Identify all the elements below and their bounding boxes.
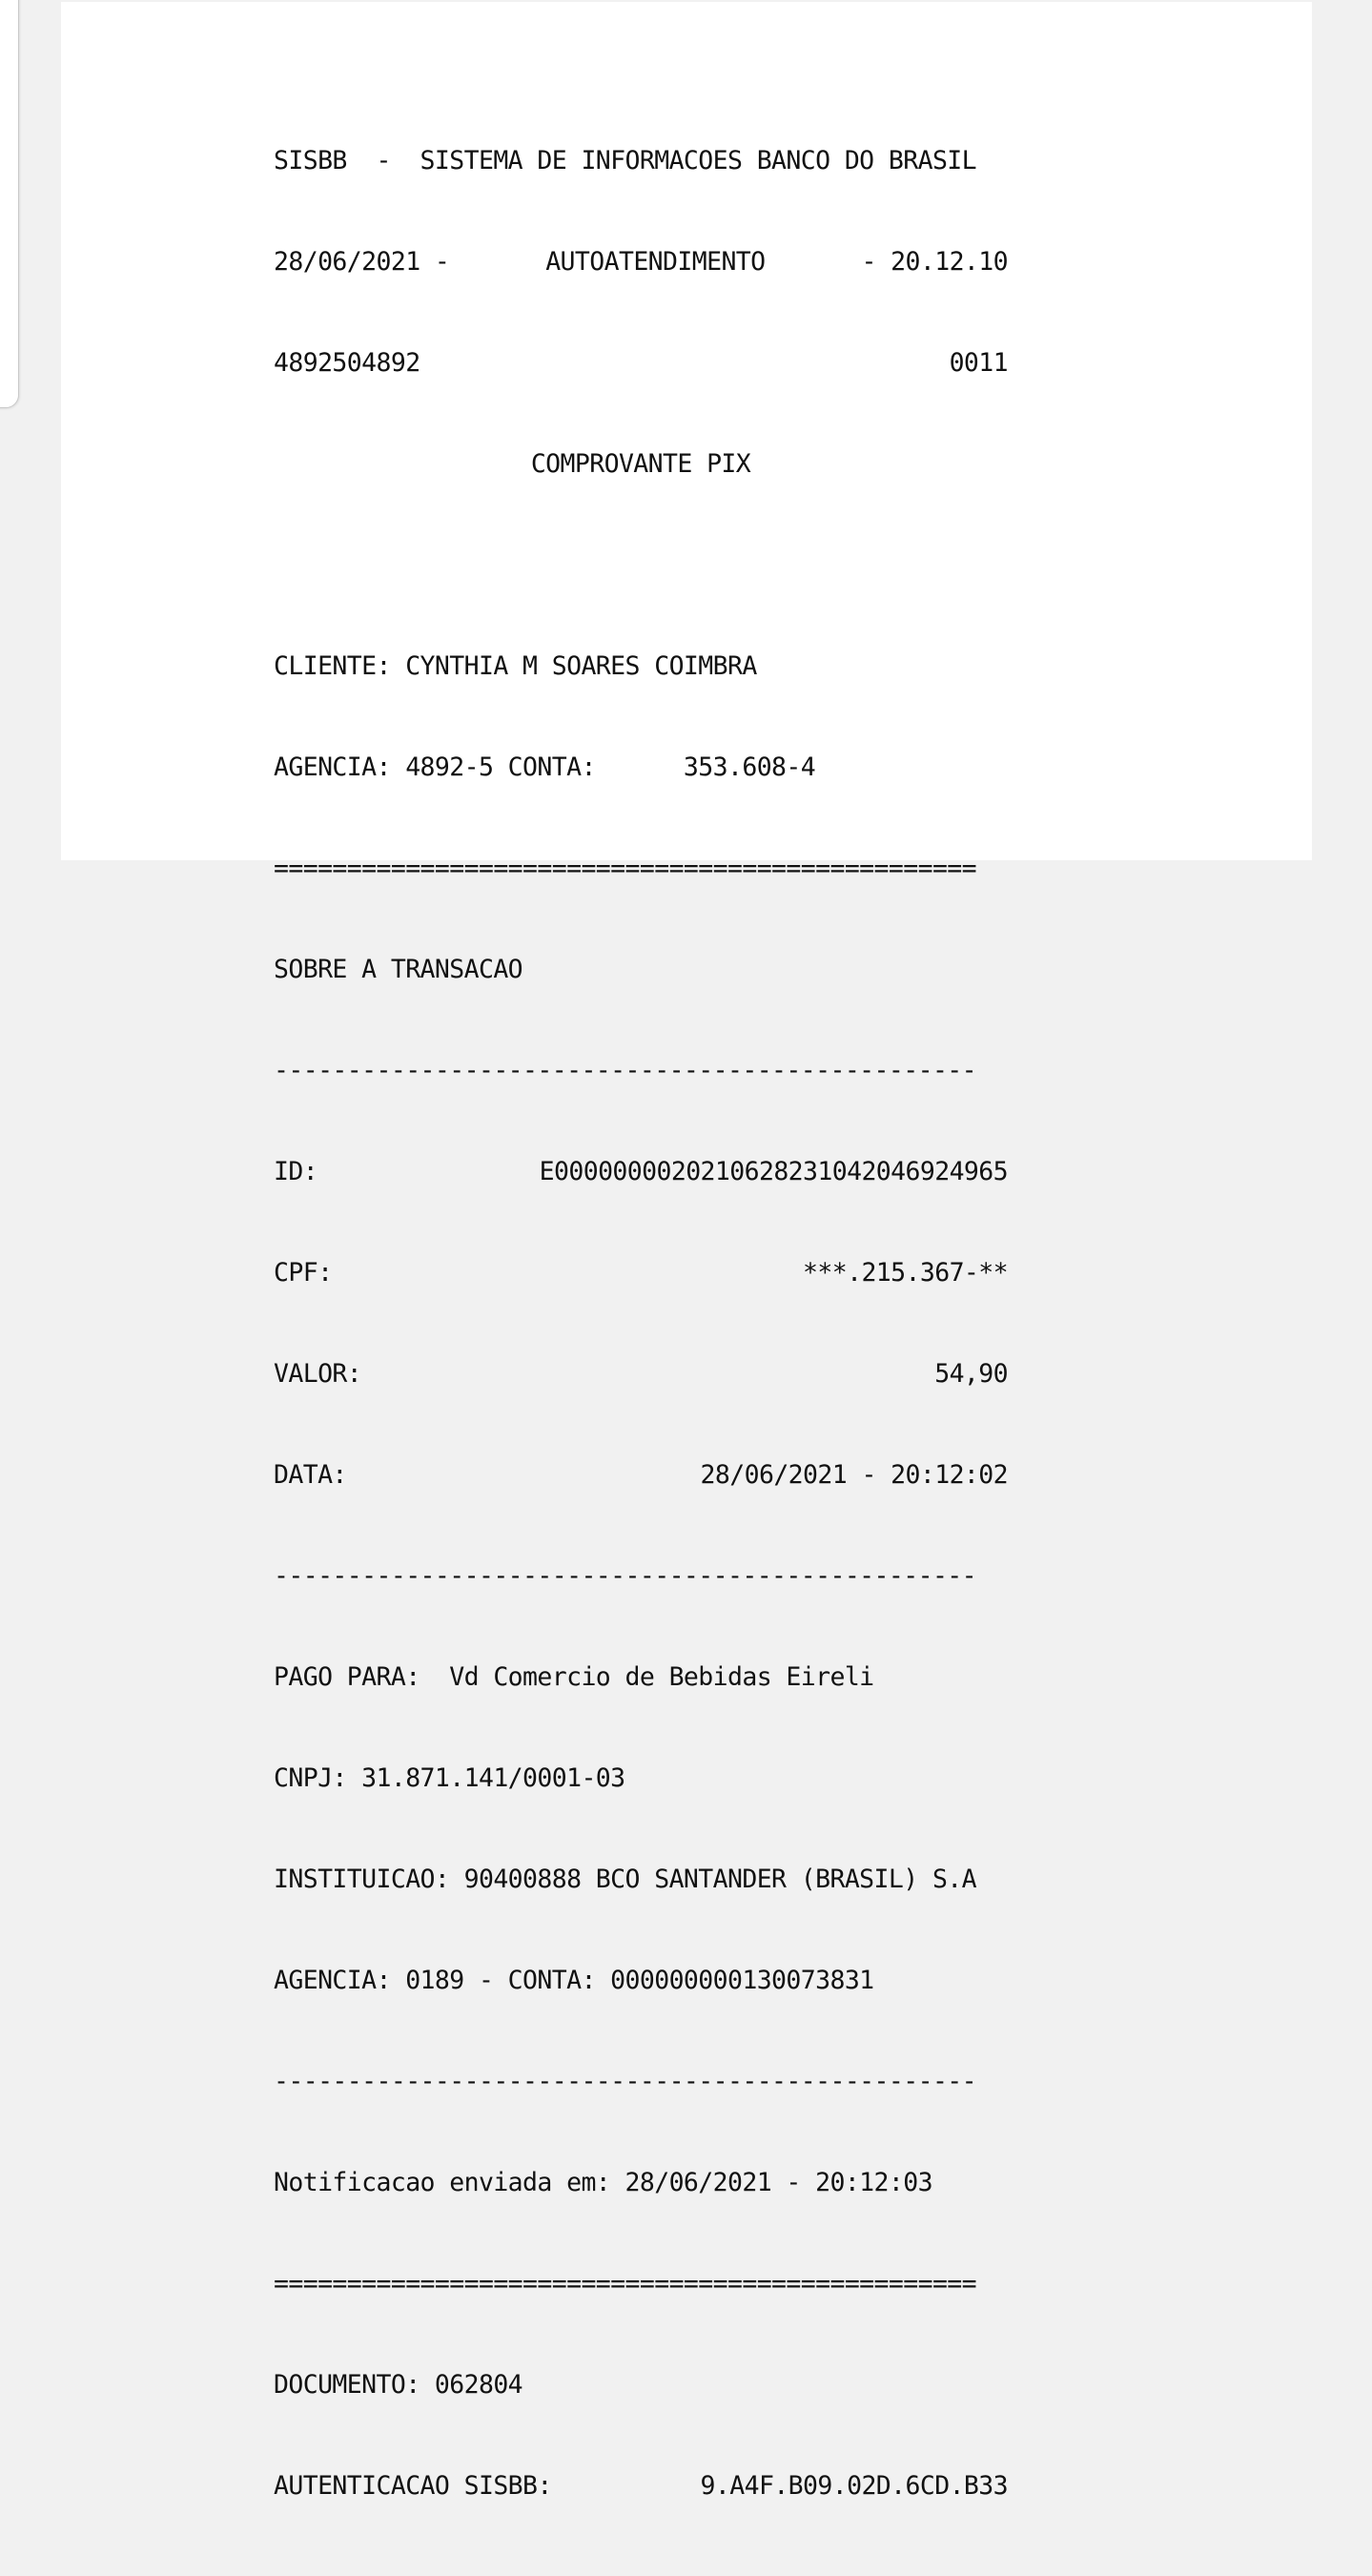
- single-rule: ------------------------------------------------: [274, 2066, 977, 2096]
- double-rule: ================================================: [274, 2268, 977, 2298]
- notification-text: Notificacao enviada em: 28/06/2021 - 20:12:03: [274, 2167, 932, 2197]
- header-channel: AUTOATENDIMENTO: [545, 246, 766, 277]
- system-header: [274, 145, 1008, 175]
- sequence-number: 0011: [949, 347, 1008, 378]
- data-label: DATA:: [274, 1459, 347, 1490]
- section-title-line: [274, 954, 1008, 984]
- payee-account-row: [274, 1965, 1008, 1995]
- notification-row: [274, 2167, 1008, 2197]
- pix-receipt: [274, 72, 1008, 2575]
- receipt-title: [274, 448, 1008, 479]
- client-name: CLIENTE: CYNTHIA M SOARES COIMBRA: [274, 650, 757, 681]
- paid-to-row: [274, 1661, 1008, 1692]
- valor-value: 54,90: [934, 1358, 1008, 1389]
- side-panel: [0, 0, 19, 408]
- paid-to: PAGO PARA: Vd Comercio de Bebidas Eireli: [274, 1661, 874, 1692]
- cpf-value: ***.215.367-**: [803, 1257, 1008, 1288]
- spacer: [274, 553, 1008, 579]
- id-value: E0000000020210628231042046924965: [539, 1156, 1008, 1186]
- header-time: - 20.12.10: [861, 246, 1008, 277]
- valor-row: [274, 1358, 1008, 1389]
- payee-account: AGENCIA: 0189 - CONTA: 000000000130073831: [274, 1965, 874, 1995]
- header-date: 28/06/2021 -: [274, 246, 450, 277]
- institution-row: [274, 1864, 1008, 1894]
- date-channel-line: [274, 246, 1008, 277]
- document-number: DOCUMENTO: 062804: [274, 2369, 523, 2400]
- valor-label: VALOR:: [274, 1358, 362, 1389]
- id-row: [274, 1156, 1008, 1186]
- document-row: [274, 2369, 1008, 2400]
- data-value: 28/06/2021 - 20:12:02: [700, 1459, 1008, 1490]
- cpf-row: [274, 1257, 1008, 1288]
- receipt-title-text: COMPROVANTE PIX: [530, 448, 751, 479]
- document-page: [61, 2, 1312, 2501]
- auth-label: AUTENTICACAO SISBB:: [274, 2470, 552, 2501]
- system-header-text: SISBB - SISTEMA DE INFORMACOES BANCO DO BRASIL: [274, 145, 977, 175]
- client-agency: AGENCIA: 4892-5 CONTA: 353.608-4: [274, 752, 816, 782]
- authentication-row: [274, 2470, 1008, 2501]
- client-agency-line: [274, 752, 1008, 782]
- client-line: [274, 650, 1008, 681]
- payee-institution: INSTITUICAO: 90400888 BCO SANTANDER (BRASIL) S.A: [274, 1864, 977, 1894]
- section-title: SOBRE A TRANSACAO: [274, 954, 523, 984]
- cpf-label: CPF:: [274, 1257, 333, 1288]
- single-rule: ------------------------------------------------: [274, 1560, 977, 1591]
- id-label: ID:: [274, 1156, 318, 1186]
- cnpj-row: [274, 1762, 1008, 1793]
- single-rule: ------------------------------------------------: [274, 1055, 977, 1085]
- terminal-line: [274, 347, 1008, 378]
- double-rule: ================================================: [274, 853, 977, 883]
- auth-value: 9.A4F.B09.02D.6CD.B33: [700, 2470, 1008, 2501]
- payee-cnpj: CNPJ: 31.871.141/0001-03: [274, 1762, 625, 1793]
- data-row: [274, 1459, 1008, 1490]
- terminal-number: 4892504892: [274, 347, 420, 378]
